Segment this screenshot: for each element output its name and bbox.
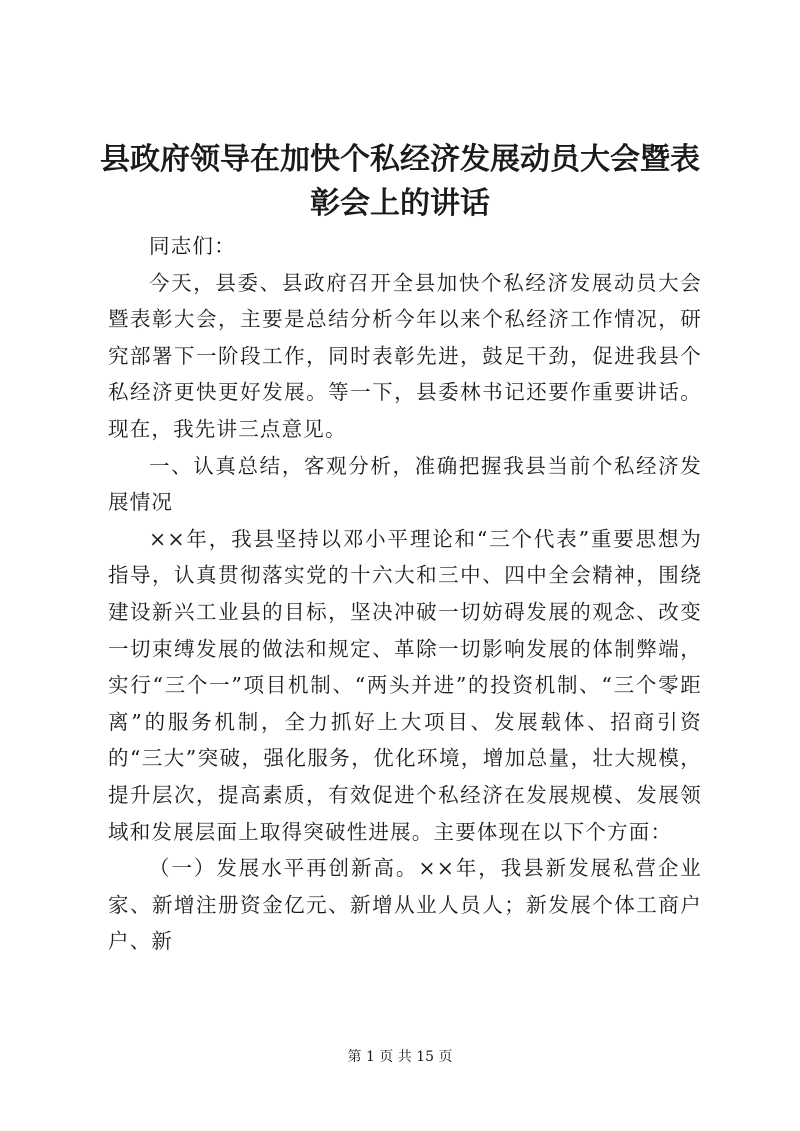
document-body	[108, 228, 702, 960]
salutation-paragraph: 同志们：	[149, 234, 236, 258]
subsection-paragraph-1: （一）发展水平再创新高。××年，我县新发展私营企业家、新增注册资金亿元、新增从业人员人；新发展个体工商户户、新	[108, 856, 702, 954]
title-line-1: 县政府领导在加快个私经济发展动员大会暨表	[100, 142, 700, 177]
title-line-2: 彰会上的讲话	[310, 186, 490, 221]
intro-paragraph: 今天，县委、县政府召开全县加快个私经济发展动员大会暨表彰大会，主要是总结分析今年以来个私经济工作情况，研究部署下一阶段工作，同时表彰先进，鼓足干劲，促进我县个私经济更快更好发展。等一下，县委林书记还要作重要讲话。现在，我先讲三点意见。	[108, 270, 702, 441]
page-number-footer: 第 1 页 共 15 页	[347, 1049, 453, 1065]
document-title	[100, 138, 700, 226]
body-paragraph: ××年，我县坚持以邓小平理论和“三个代表”重要思想为指导，认真贯彻落实党的十六大和三中、四中全会精神，围绕建设新兴工业县的目标，坚决冲破一切妨碍发展的观念、改变一切束缚发展的做法和规定、革除一切影响发展的体制弊端，实行“三个一”项目机制、“两头并进”的投资机制、“三个零距离”的服务机制，全力抓好上大项目、发展载体、招商引资的“三大”突破，强化服务，优化环境，增加总量，壮大规模，提升层次，提高素质，有效促进个私经济在发展规模、发展领域和发展层面上取得突破性进展。主要体现在以下个方面：	[108, 526, 702, 844]
section-heading-1: 一、认真总结，客观分析，准确把握我县当前个私经济发展情况	[108, 453, 702, 515]
